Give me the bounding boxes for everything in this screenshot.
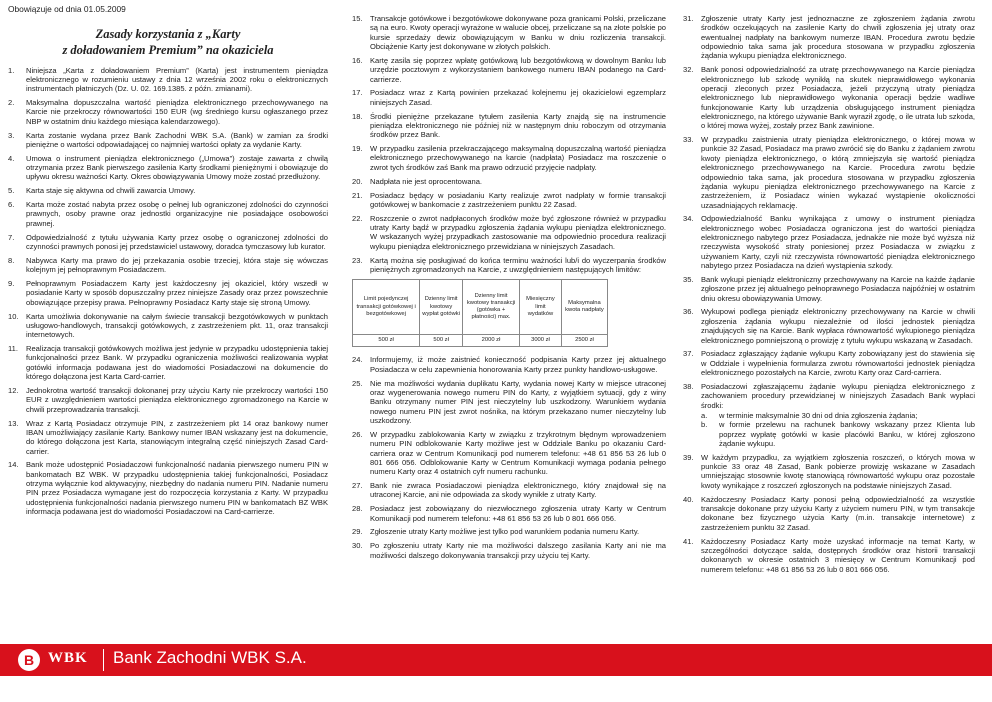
clause-text-block — [370, 504, 666, 523]
limits-value-cell: 500 zł — [353, 335, 420, 347]
clause-text-block — [26, 386, 328, 414]
clause-number: 27. — [352, 481, 363, 491]
clause-text: Posiadacz będący w posiadaniu Karty realizuje zwrot nadpłaty w formie transakcji gotówkowej w bankomacie z zastrzeżeniem punktu 22 Zasad. — [370, 190, 666, 209]
clause-text-block — [370, 355, 666, 374]
clause-item — [352, 88, 666, 107]
clause-text-block — [701, 135, 975, 210]
clause-text-block — [370, 144, 666, 172]
clause-item — [8, 386, 328, 414]
sub-clause-text: w formie przelewu na rachunek bankowy wskazany przez Klienta lub poprzez wypłatę gotówki w kasie placówki Banku, w której zgłoszono żądanie wykupu. — [719, 420, 975, 448]
clause-number: 30. — [352, 541, 363, 551]
clause-text-block — [701, 307, 975, 344]
clause-number: 9. — [8, 279, 15, 289]
clause-item — [8, 279, 328, 307]
clause-text: Kartą można się posługiwać do końca terminu ważności lub/i do wyczerpania środków pieniężnych zgromadzonych na Karcie, z uwzględnieniem następujących limitów: — [370, 255, 666, 274]
clause-text: Maksymalna dopuszczalna wartość pieniądza elektronicznego przechowywanego na Karcie nie przekroczy równowartości 150 EUR (wg średniego kursu ogłaszanego przez NBP w ostatnim dniu każdego miesiąca kalendarzowego). — [26, 98, 328, 126]
clause-text: Posiadacz jest zobowiązany do niezwłocznego zgłoszenia utraty Karty w Centrum Komunikacji pod numerem telefonu: +48 61 856 53 26 lub 0 801 666 056. — [370, 504, 666, 523]
clause-number: 20. — [352, 176, 363, 186]
clause-list — [8, 66, 328, 517]
clause-text-block — [26, 460, 328, 516]
clause-text: Umowa o instrument pieniądza elektronicznego („Umowa”) zostaje zawarta z chwilą otrzymania przez Bank pierwszego zasilenia Karty środkami pieniężnymi i obowiązuje do upływu okresu ważności Karty. Okres obowiązywania Umowy może zostać przedłużony. — [26, 153, 328, 182]
clause-text: Niniejsza „Karta z doładowaniem Premium” (Karta) jest instrumentem pieniądza elektronicznego w rozumieniu ustawy z dnia 12 września 2002 roku o elektronicznych instrumentach płatniczych (Dz. U. 02. 169.1385. z późn. zmianami). — [26, 65, 328, 94]
clause-item — [8, 312, 328, 340]
clause-text: Pełnoprawnym Posiadaczem Karty jest każdoczesny jej okaziciel, który wszedł w posiadanie Karty w sposób dopuszczalny przez niniejsze Zasady oraz przez powszechnie obowiązujące przepisy prawa. Pełnoprawny Posiadacz Karty staje się stroną Umowy. — [26, 279, 328, 307]
clause-text: Bank nie zwraca Posiadaczowi pieniądza elektronicznego, który znajdował się na utraconej Karcie, ani nie odpowiada za skody wynikłe z utraty Karty. — [370, 481, 666, 500]
clause-item — [8, 154, 328, 182]
clause-item — [8, 419, 328, 456]
clause-item — [352, 56, 666, 84]
clause-text: Bank może udostępnić Posiadaczowi funkcjonalność nadania pierwszego numeru PIN w bankomatach BZ WBK. W przypadku udostępnienia takiej funkcjonalności, Posiadacz otrzyma wyłącznie kod aktywacyjny, niezbędny do nadania numeru PIN. Nadanie numeru PIN przez Posiadacza wymagane jest do rozpoczęcia korzystania z Karty. W przypadku udostępnienia funkcjonalności nadania pierwszego numeru PIN w bankomatach BZ WBK informacja podawana jest do wiadomości Posiadaczowi na Card-carrierze. — [26, 460, 328, 517]
clause-item — [352, 541, 666, 560]
clause-text: Karta umożliwia dokonywanie na całym świecie transakcji bezgotówkowych w punktach usługowo-handlowych, transakcji gotówkowych, z zastrzeżeniem pkt. 11, oraz transakcji internetowych. — [26, 311, 328, 340]
clause-number: 39. — [683, 452, 694, 462]
clause-text: W przypadku zasilenia przekraczającego maksymalną dopuszczalną wartość pieniądza elektronicznego przechowywanego na karcie (nadpłata) Posiadacz ma roszczenie o zwrot tych środków zaś Bank ma prawo odrzucić przyjęcie nadpłaty. — [370, 144, 666, 172]
clause-item — [8, 344, 328, 381]
clause-item — [352, 481, 666, 500]
clause-number: 36. — [683, 307, 694, 317]
clause-item — [8, 460, 328, 516]
clause-text-block — [26, 279, 328, 307]
clause-text-block — [26, 419, 328, 456]
clause-item — [683, 453, 975, 490]
clause-text: Odpowiedzialność z tytułu używania Karty przez osobę o ograniczonej zdolności do czynności prawnych ponosi jej przedstawiciel ustawowy, doradca tymczasowy lub kurator. — [26, 232, 328, 251]
clause-text-block — [370, 527, 666, 536]
clause-number: 35. — [683, 274, 694, 284]
sub-clause — [701, 420, 975, 448]
clause-text: Informujemy, iż może zaistnieć konieczność podpisania Karty przez jej aktualnego Posiadacza w celu zapewnienia honorowania Karty przez punkty handlowo-usługowe. — [370, 355, 666, 374]
document-title: Zasady korzystania z „Karty z doładowaniem Premium” na okaziciela — [62, 27, 274, 58]
clause-number: 7. — [8, 232, 15, 242]
clause-text-block — [370, 430, 666, 477]
limits-header-cell: Dzienny limit kwotowy transakcji (gotówka + płatności) max. — [463, 280, 520, 335]
clause-text: Nadpłata nie jest oprocentowana. — [370, 176, 483, 186]
limits-value-cell: 2000 zł — [463, 335, 520, 347]
clause-number: 29. — [352, 527, 363, 537]
clause-item — [352, 112, 666, 140]
clause-item — [352, 430, 666, 477]
clause-text-block — [26, 200, 328, 228]
clause-text: Posiadacz zgłaszający żądanie wykupu Karty zobowiązany jest do stawienia się w Oddziale i wypełnienia formularza zwrotu równowartości jednostek pieniądza elektronicznego pozostałych na Karcie, zwrotu Karty oraz Card-carriera. — [701, 349, 975, 378]
clause-text-block — [701, 349, 975, 377]
clause-text-block — [370, 14, 666, 51]
clause-number: 17. — [352, 88, 363, 98]
clause-number: 38. — [683, 381, 694, 391]
clause-item — [8, 131, 328, 150]
clause-item — [8, 200, 328, 228]
limits-value-cell: 3000 zł — [520, 335, 562, 347]
clause-number: 19. — [352, 144, 363, 154]
clause-text-block — [26, 66, 328, 94]
column-1 — [8, 14, 328, 521]
clause-text-block — [701, 382, 975, 448]
limits-header-cell: Miesięczny limit wydatków — [520, 280, 562, 335]
clause-number: 24. — [352, 355, 363, 365]
clause-text: Wraz z Kartą Posiadacz otrzymuje PIN, z zastrzeżeniem pkt 14 oraz bankowy numer IBAN umożliwiający zasilanie Karty. Bankowy numer IBAN wskazany jest na dokumencie, do którego dołączona jest Karta, stanowiącym integralną część niniejszych Zasad Card-carrier. — [26, 418, 328, 456]
clause-item — [352, 14, 666, 51]
clause-item — [8, 98, 328, 126]
clause-number: 22. — [352, 213, 363, 223]
clause-text-block — [26, 131, 328, 150]
column-3 — [683, 14, 975, 578]
clause-text: Nabywca Karty ma prawo do jej przekazania osobie trzeciej, która staje się wówczas kolejnym jej pełnoprawnym Posiadaczem. — [26, 255, 328, 275]
clause-number: 3. — [8, 130, 15, 140]
clause-text-block — [26, 312, 328, 340]
clause-number: 40. — [683, 494, 694, 504]
footer-divider — [103, 649, 104, 671]
clause-text: W przypadku zablokowania Karty w związku z trzykrotnym błędnym wprowadzeniem numeru PIN odblokowanie Karty możliwe jest w Oddziale Banku po okazaniu Card-carriera oraz w Centrum Komunikacji pod numerem telefonu: +48 61 856 53 26 lub 0 801 666 056. Odblokowanie Karty w Centrum Komunikacji wymaga podania pełnego numeru Karty oraz 4 ostatnich cyfr numeru rachunku. — [370, 429, 666, 477]
clause-item — [683, 135, 975, 210]
clause-item — [683, 382, 975, 448]
clause-text-block — [26, 186, 328, 195]
clause-number: 15. — [352, 14, 363, 23]
clause-text: Nie ma możliwości wydania duplikatu Karty, wydania nowej Karty w miejsce utraconej oraz wygenerowania nowego numeru PIN do Karty, z wyjątkiem sytuacji, gdy z winy Banku otrzymany numer PIN jest nieczytelny lub uszkodzony. Warunkiem wydania nowego numeru PIN jest zwrot nośnika, na którym przekazano numer nieczytelny lub uszkodzony. — [370, 378, 666, 425]
clause-item — [352, 379, 666, 426]
clause-number: 4. — [8, 153, 15, 163]
clause-item — [352, 355, 666, 374]
clause-text-block — [26, 154, 328, 182]
clause-number: 33. — [683, 135, 694, 145]
clause-text-block — [26, 233, 328, 252]
clause-item — [352, 504, 666, 523]
clause-item — [8, 66, 328, 94]
clause-text-block — [370, 56, 666, 84]
clause-item — [683, 14, 975, 61]
effective-date: Obowiązuje od dnia 01.05.2009 — [8, 4, 126, 14]
clause-text-block — [370, 214, 666, 251]
clause-text: Zgłoszenie utraty Karty możliwe jest tylko pod warunkiem podania numeru Karty. — [370, 527, 640, 537]
clause-text-block — [701, 214, 975, 270]
clause-item — [352, 191, 666, 210]
sub-clause-text: w terminie maksymalnie 30 dni od dnia zgłoszenia żądania; — [719, 410, 918, 420]
clause-item — [683, 537, 975, 574]
clause-number: 28. — [352, 504, 363, 514]
sub-clause-list — [701, 411, 975, 448]
clause-list — [683, 14, 975, 574]
clause-list — [352, 355, 666, 560]
clause-text-block — [370, 256, 666, 275]
clause-number: 21. — [352, 190, 363, 200]
clause-text: Po zgłoszeniu utraty Karty nie ma możliwości dalszego zasilania Karty ani nie ma możliwości dalszego dokonywania transakcji przy użyciu tej Karty. — [370, 541, 666, 560]
clause-text-block — [370, 88, 666, 107]
clause-text: Wykupowi podlega pieniądz elektroniczny przechowywany na Karcie w chwili zgłoszenia żądania wykupu niezależnie od ilości jednostek pieniądza znajdujących się na Karcie. Bank wypłaca równowartość wykupionego pieniądza elektronicznego pomniejszoną o prowizję z tytułu wykupu wskazaną w Zasadach. — [701, 307, 975, 345]
clause-number: 1. — [8, 65, 15, 75]
clause-number: 12. — [8, 385, 19, 395]
clause-item — [352, 214, 666, 251]
clause-item — [683, 349, 975, 377]
clause-text: Posiadacz wraz z Kartą powinien przekazać kolejnemu jej okazicielowi egzemplarz niniejszych Zasad. — [370, 88, 666, 107]
clause-number: 25. — [352, 378, 363, 388]
clause-text: Bank wykupi pieniądz elektroniczny przechowywany na Karcie na każde żądanie zgłoszone przez jej aktualnego pełnoprawnego Posiadacza najpóźniej w ostatnim dniu okresu obowiązywania Umowy. — [701, 274, 975, 303]
clause-text: W każdym przypadku, za wyjątkiem zgłoszenia roszczeń, o których mowa w punkcie 33 oraz 48 Zasad, Bank pobierze prowizję wskazane w Zasadach umniejszając stosownie kwotę stanowiącą równowartość wykupu oraz pozostałe kwoty wynikające z roszczeń zgłoszonych na podstawie niniejszych Zasad. — [701, 452, 975, 490]
clause-text-block — [370, 177, 666, 186]
clause-text-block — [26, 344, 328, 381]
bank-name: Bank Zachodni WBK S.A. — [113, 648, 307, 667]
clause-text: Posiadaczowi zgłaszającemu żądanie wykupu pieniądza elektronicznego z zachowaniem procedury przewidzianej w niniejszych Zasadach Bank wypłaci środki: — [701, 381, 975, 410]
limits-header-cell: Limit pojedynczej transakcji gotówkowej i bezgotówkowej — [353, 280, 420, 335]
wbk-logo-text: WBK — [48, 650, 88, 666]
clause-number: 32. — [683, 65, 694, 75]
limits-header-cell: Dzienny limit kwotowy wypłat gotówki — [420, 280, 463, 335]
clause-number: 8. — [8, 255, 15, 265]
clause-text-block — [701, 453, 975, 490]
clause-text-block — [370, 191, 666, 210]
clause-item — [352, 527, 666, 536]
clause-number: 10. — [8, 311, 19, 321]
clause-text-block — [26, 98, 328, 126]
clause-number: 13. — [8, 418, 19, 428]
clause-text: Transakcje gotówkowe i bezgotówkowe dokonywane poza granicami Polski, przeliczane są na euro. Kwoty operacji wyrażone w walucie obcej, przeliczane są na złote polskie po kursie sprzedaży dewiz obowiązującym w Banku w dniu rozliczenia transakcji. Obciążenie Karty jest dokonywane w złotych polskich. — [370, 14, 666, 52]
clause-item — [352, 256, 666, 275]
clause-number: 26. — [352, 429, 363, 439]
clause-number: 6. — [8, 200, 15, 210]
clause-item — [8, 186, 328, 195]
clause-list — [352, 14, 666, 274]
clause-item — [683, 65, 975, 130]
clause-item — [683, 214, 975, 270]
clause-text: Zgłoszenie utraty Karty jest jednoznaczne ze zgłoszeniem żądania zwrotu środków oczekujących na zasilenie Karty do chwili zgłoszenia jej utraty oraz ewentualnej nadpłaty na bankowym numerze IBAN. Procedura zwrotu będzie odpowiednio taka sama jak procedura stosowana w przypadku zgłoszenia żądania wykupu pieniądza elektronicznego. — [701, 14, 975, 61]
clause-number: 18. — [352, 111, 363, 121]
clause-text-block — [370, 481, 666, 500]
clause-text: Bank ponosi odpowiedzialność za utratę przechowywanego na Karcie pieniądza elektronicznego lub szkodę wynikłą na skutek nieprawidłowego wykonania operacji zleconych przez Posiadacza, jeżeli przyczyną utraty pieniądza elektronicznego lub nieprawidłowego wykonania operacji będzie wadliwe funkcjonowanie Karty lub urządzenia obsługującego instrument pieniądza elektronicznego, na którego używanie Bank wyraził zgodę, o ile utrata lub szkoda, o której mowa wyżej, zostały przez Bank zawinione. — [701, 65, 975, 131]
clause-text-block — [26, 256, 328, 275]
clause-text: Odpowiedzialność Banku wynikająca z umowy o instrument pieniądza elektronicznego wobec Posiadacza ograniczona jest do wartości pieniądza elektronicznego nabytego przez Posiadacza, jednakże nie może być wyższa niż rzeczywista wysokość straty poniesionej przez Posiadacza w związku z używaniem Karty, czyli niż rzeczywista równowartość pieniądza elektronicznego nabytego przez Posiadacza na dzień wystąpienia szkody. — [701, 214, 975, 271]
clause-text: Karta zostanie wydana przez Bank Zachodni WBK S.A. (Bank) w zamian za środki pieniężne o wartości odpowiadającej co najmniej wartości opłaty za wydanie Karty. — [26, 130, 328, 149]
clause-text: Każdoczesny Posiadacz Karty ponosi pełną odpowiedzialność za wszystkie transakcje dokonane przy użyciu Karty z użyciem numeru PIN, w tym transakcje dokonane bez fizycznego użycia Karty (m.in. transakcje internetowe) z zastrzeżeniem punktu 32 Zasad. — [701, 494, 975, 532]
clause-text: Karta może zostać nabyta przez osobę o pełnej lub ograniczonej zdolności do czynności prawnych, osoby prawne oraz jednostki organizacyjne nie posiadające osobowości prawnej. — [26, 200, 328, 228]
limits-table — [352, 279, 608, 347]
clause-item — [352, 144, 666, 172]
clause-item — [8, 256, 328, 275]
clause-text-block — [701, 537, 975, 574]
clause-item — [683, 275, 975, 303]
clause-text-block — [701, 275, 975, 303]
clause-number: 2. — [8, 98, 15, 108]
clause-text-block — [701, 495, 975, 532]
clause-text-block — [370, 541, 666, 560]
clause-text-block — [701, 65, 975, 130]
clause-text: Jednokrotna wartość transakcji dokonanej przy użyciu Karty nie przekroczy wartości 150 EUR z uwzględnieniem wartości pieniądza elektronicznego zgromadzonego na Karcie w chwili przeprowadzania transakcji. — [26, 385, 328, 414]
clause-number: 14. — [8, 460, 19, 470]
clause-text-block — [370, 379, 666, 426]
sub-clause-letter: b. — [701, 420, 708, 430]
clause-number: 34. — [683, 214, 694, 224]
clause-number: 37. — [683, 349, 694, 359]
limits-value-cell: 500 zł — [420, 335, 463, 347]
clause-number: 31. — [683, 14, 694, 23]
clause-text: Karta staje się aktywna od chwili zawarcia Umowy. — [26, 186, 196, 196]
clause-text-block — [370, 112, 666, 140]
clause-item — [352, 177, 666, 186]
clause-number: 23. — [352, 255, 363, 265]
clause-number: 41. — [683, 536, 694, 546]
clause-item — [683, 495, 975, 532]
clause-text: Roszczenie o zwrot nadpłaconych środków może być zgłoszone również w przypadku utraty Karty bądź w przypadku zgłoszenia żądania wykupu pieniądza elektronicznego. W wskazanych wyżej przypadkach zastosowanie ma odpowiednio procedura realizacji wykupu pieniądza elektronicznego przewidziana w niniejszych Zasadach. — [370, 213, 666, 251]
sub-clause-letter: a. — [701, 410, 708, 420]
sub-clause — [701, 411, 975, 420]
clause-text-block — [701, 14, 975, 61]
clause-item — [8, 233, 328, 252]
clause-text: Każdoczesny Posiadacz Karty może uzyskać informacje na temat Karty, w szczególności dotyczące salda, dostępnych środków oraz historii transakcji dokonanych w okresie ostatnich 3 miesięcy w Centrum Komunikacji pod numerem telefonu: +48 61 856 53 26 lub 0 801 666 056. — [701, 536, 975, 574]
clause-text: W przypadku zaistnienia utraty pieniądza elektronicznego, o której mowa w punkcie 32 Zasad, Posiadacz ma prawo zwrócić się do Banku z żądaniem zwrotu kwoty pieniądza elektronicznego, o którą zmniejszyła się wartość pieniądza elektronicznego przechowywanego na Karcie. Procedura zwrotu będzie odpowiednio taka sama, jak procedura stosowana w przypadku zgłoszenia żądania wykupu pieniądza elektronicznego przechowywanego na Karcie z zastrzeżeniem, iż Posiadacz winien wykazać wystąpienie okoliczności uzasadniających reklamację. — [701, 135, 975, 210]
clause-text: Kartę zasila się poprzez wpłatę gotówkową lub bezgotówkową w dowolnym Banku lub urzędzie pocztowym z wykorzystaniem bankowego numeru IBAN podanego na Card-carrierze. — [370, 55, 666, 84]
clause-text: Realizacja transakcji gotówkowych możliwa jest jedynie w przypadku udostępnienia takiej funkcjonalności przez Bank. W przypadku ograniczenia możliwości realizowania wypłat gotówki informacja podawana jest do wiadomości Posiadaczowi na dokumencie do którego dołączona jest Karta Card-carrier. — [26, 344, 328, 382]
column-2 — [352, 14, 666, 564]
clause-number: 5. — [8, 186, 15, 196]
clause-number: 16. — [352, 55, 363, 65]
limits-header-cell: Maksymalna kwota nadpłaty — [561, 280, 607, 335]
clause-number: 11. — [8, 344, 18, 354]
clause-text: Środki pieniężne przekazane tytułem zasilenia Karty znajdą się na instrumencie pieniądza elektronicznego nie później niż w następnym dniu roboczym od otrzymania środków przez Bank. — [370, 111, 666, 140]
limits-value-cell: 2500 zł — [561, 335, 607, 347]
clause-item — [683, 307, 975, 344]
bank-logo-icon: B — [18, 649, 40, 671]
